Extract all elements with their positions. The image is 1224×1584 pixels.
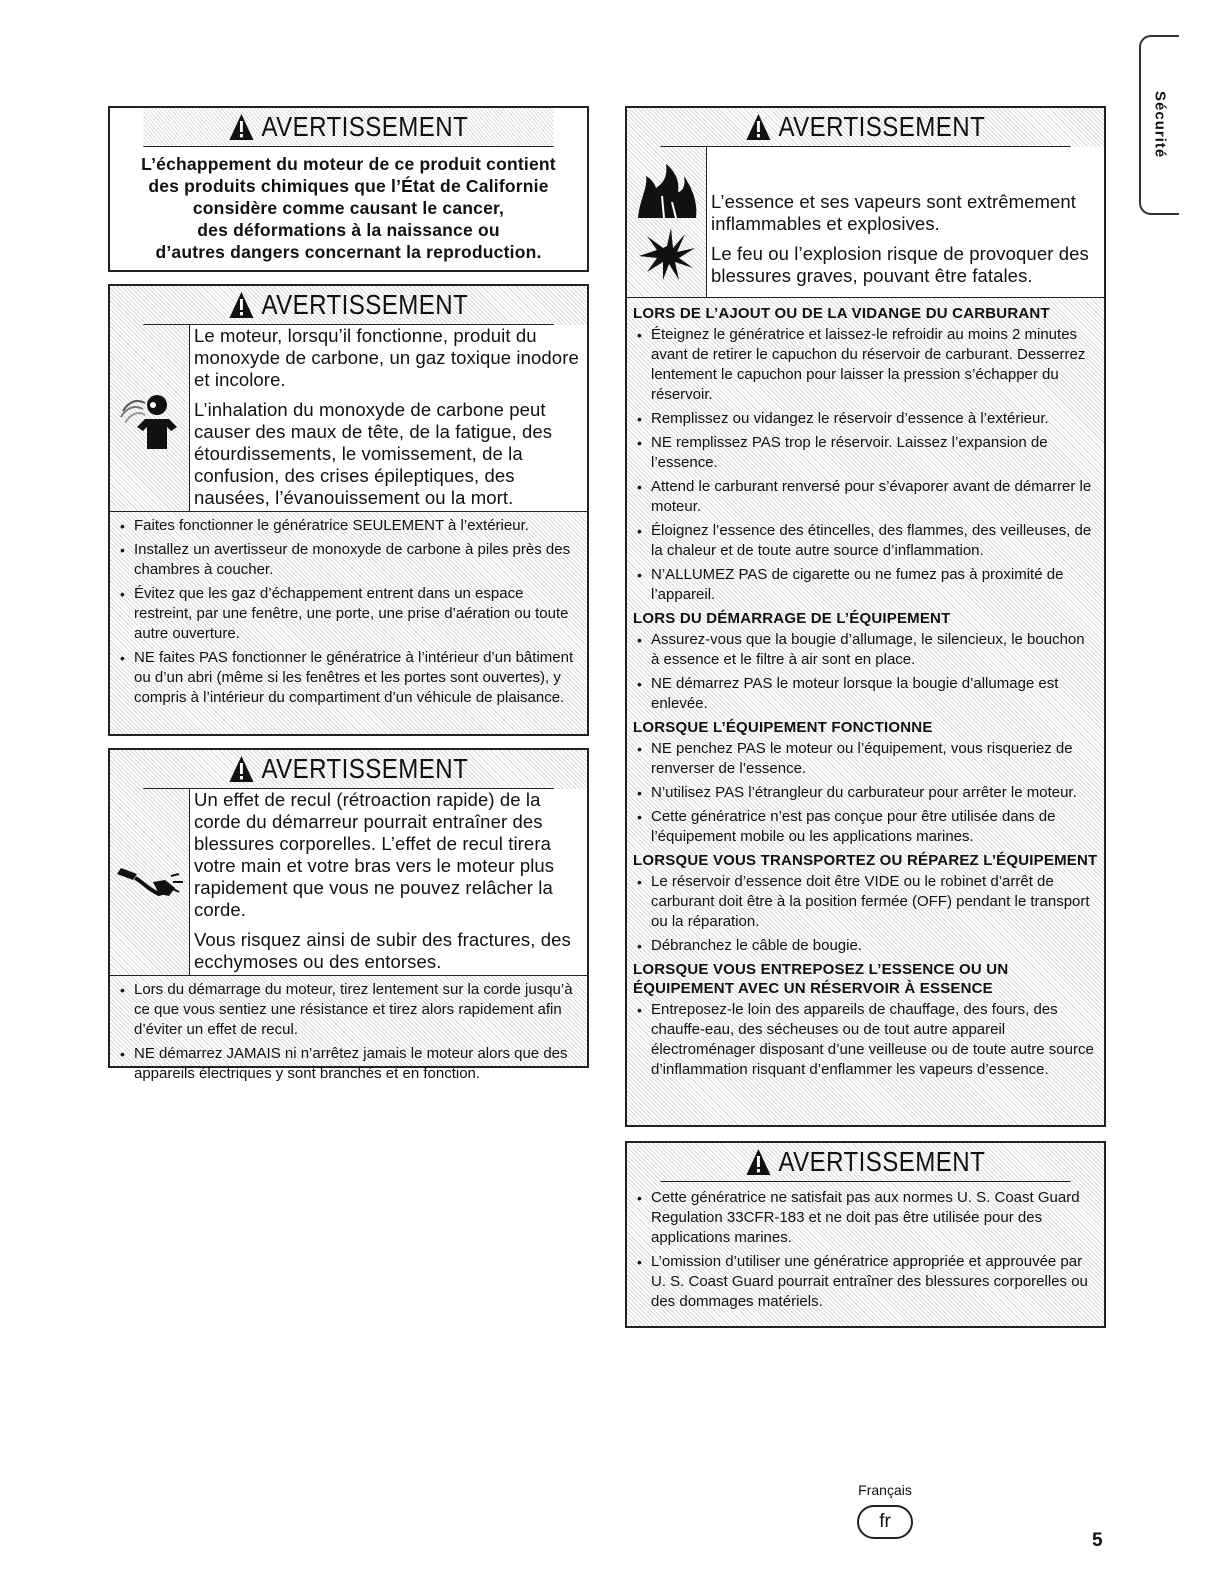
- co-icon-cell: [110, 325, 190, 511]
- language-label: Français: [858, 1482, 912, 1498]
- section-heading: LORS DE L’AJOUT OU DE LA VIDANGE DU CARBURANT: [633, 305, 1050, 322]
- fuel-paragraph: Le feu ou l’explosion risque de provoquer des blessures graves, pouvant être fatales.: [711, 243, 1089, 286]
- prop65-line: des produits chimiques que l’État de Californie: [148, 176, 549, 196]
- warning-title: AVERTISSEMENT: [261, 753, 469, 784]
- list-item: • N’utilisez PAS l’étrangleur du carburateur pour arrêter le moteur.: [635, 783, 1096, 803]
- co-description: [190, 325, 587, 511]
- section-heading: LORS DU DÉMARRAGE DE L’ÉQUIPEMENT: [633, 610, 951, 627]
- list-item: • NE penchez PAS le moteur ou l’équipement, vous risqueriez de renverser de l’essence.: [635, 739, 1096, 779]
- fuel-warning-box: [625, 106, 1106, 1127]
- fuel-icon-cell: [627, 147, 707, 297]
- warning-triangle-icon: [229, 755, 255, 783]
- warning-header: [143, 286, 553, 325]
- side-tab-label: Sécurité: [1151, 91, 1169, 159]
- section-heading: LORSQUE VOUS ENTREPOSEZ L’ESSENCE OU UN ÉQUIPEMENT AVEC UN RÉSERVOIR À ESSENCE: [633, 961, 1009, 997]
- prop65-line: considère comme causant le cancer,: [192, 198, 505, 218]
- co-paragraph: L’inhalation du monoxyde de carbone peut causer des maux de tête, de la fatigue, des étourdissements, le vomissement, de la confusion, des crises épileptiques, des nausées, l’évanouissement ou la mort.: [194, 399, 553, 508]
- prop65-line: d’autres dangers concernant la reproduction.: [155, 242, 542, 262]
- fuel-hazard-row: [627, 147, 1104, 298]
- section-heading: LORSQUE L’ÉQUIPEMENT FONCTIONNE: [633, 719, 933, 736]
- list-item: • Cette génératrice n’est pas conçue pour être utilisée dans de l’équipement mobile ou les applications marines.: [635, 807, 1096, 847]
- fuel-bullet-list: [627, 998, 1104, 1092]
- warning-triangle-icon: [229, 113, 255, 141]
- kickback-paragraph: Vous risquez ainsi de subir des fractures, des ecchymoses ou des entorses.: [194, 929, 571, 972]
- kickback-warning-box: [108, 748, 589, 1082]
- list-item: • NE démarrez JAMAIS ni n’arrêtez jamais le moteur alors que des appareils électriques y sont branchés et en fonction.: [118, 1044, 579, 1084]
- list-item: • Lors du démarrage du moteur, tirez lentement sur la corde jusqu’à ce que vous sentiez une résistance et tirez alors rapidement afin d’éviter un effet de recul.: [118, 980, 579, 1040]
- section-heading: LORSQUE VOUS TRANSPORTEZ OU RÉPAREZ L’ÉQUIPEMENT: [633, 852, 1098, 869]
- list-item: • Le réservoir d’essence doit être VIDE ou le robinet d’arrêt de carburant doit être à la position fermée (OFF) pendant le transport ou la réparation.: [635, 872, 1096, 932]
- kickback-paragraph: Un effet de recul (rétroaction rapide) de la corde du démarreur pourrait entraîner des blessures corporelles. L’effet de recul tirera votre main et votre bras vers le moteur plus rapidement que vous ne pouvez relâcher la corde.: [194, 789, 555, 920]
- list-item: • N’ALLUMEZ PAS de cigarette ou ne fumez pas à proximité de l’appareil.: [635, 565, 1096, 605]
- prop65-line: L’échappement du moteur de ce produit contient: [141, 154, 556, 174]
- co-bullet-list: [110, 512, 587, 720]
- list-item: • NE faites PAS fonctionner le génératrice à l’intérieur d’un bâtiment ou d’un abri (même si les fenêtres et les portes sont ouvertes), y compris à l’intérieur du compartiment d’un véhicule de plaisance.: [118, 648, 579, 708]
- list-item: • Entreposez-le loin des appareils de chauffage, des fours, des chauffe-eau, des sécheuses ou de tout autre appareil électroménager disposant d’une veilleuse ou de toute autre source d’inflammation risquant d’enflammer les vapeurs d’essence.: [635, 1000, 1096, 1080]
- fuel-bullet-list: [627, 323, 1104, 605]
- fuel-bullet-list: [627, 870, 1104, 956]
- prop65-warning-box: [108, 106, 589, 272]
- co-hazard-row: [110, 325, 587, 512]
- list-item: • Éloignez l’essence des étincelles, des flammes, des veilleuses, de la chaleur et de toute autre source d’inflammation.: [635, 521, 1096, 561]
- page-number: 5: [1092, 1530, 1103, 1551]
- warning-title: AVERTISSEMENT: [778, 1146, 986, 1177]
- section-side-tab: [1139, 35, 1179, 215]
- warning-triangle-icon: [746, 113, 772, 141]
- list-item: • Attend le carburant renversé pour s’évaporer avant de démarrer le moteur.: [635, 477, 1096, 517]
- list-item: • L’omission d’utiliser une génératrice appropriée et approuvée par U. S. Coast Guard pourrait entraîner des blessures corporelles ou des dommages matériels.: [635, 1252, 1096, 1312]
- warning-triangle-icon: [229, 291, 255, 319]
- warning-header: [143, 108, 553, 147]
- fuel-bullet-list: [627, 737, 1104, 847]
- carbon-monoxide-warning-box: [108, 284, 589, 736]
- marine-bullet-list: [627, 1182, 1104, 1324]
- warning-title: AVERTISSEMENT: [778, 111, 986, 142]
- prop65-text: [110, 147, 587, 271]
- warning-title: AVERTISSEMENT: [261, 111, 469, 142]
- list-item: • Cette génératrice ne satisfait pas aux normes U. S. Coast Guard Regulation 33CFR-183 et ne doit pas être utilisée pour des applications marines.: [635, 1188, 1096, 1248]
- kickback-description: [190, 789, 587, 975]
- fuel-sections: [627, 298, 1104, 1092]
- list-item: • Assurez-vous que la bougie d’allumage, le silencieux, le bouchon à essence et le filtre à air sont en place.: [635, 630, 1096, 670]
- hand-pulled-by-cord-icon: [113, 852, 187, 912]
- list-item: • Installez un avertisseur de monoxyde de carbone à piles près des chambres à coucher.: [118, 540, 579, 580]
- kickback-hazard-row: [110, 789, 587, 976]
- marine-warning-box: [625, 1141, 1106, 1328]
- list-item: • Faites fonctionner le génératrice SEULEMENT à l’extérieur.: [118, 516, 579, 536]
- warning-title: AVERTISSEMENT: [261, 289, 469, 320]
- co-paragraph: Le moteur, lorsqu’il fonctionne, produit du monoxyde de carbone, un gaz toxique inodore et incolore.: [194, 325, 579, 390]
- kickback-bullet-list: [110, 976, 587, 1096]
- list-item: • Évitez que les gaz d’échappement entrent dans un espace restreint, par une fenêtre, une porte, une prise d’aération ou toute autre ouverture.: [118, 584, 579, 644]
- fuel-bullet-list: [627, 628, 1104, 714]
- list-item: • NE démarrez PAS le moteur lorsque la bougie d’allumage est enlevée.: [635, 674, 1096, 714]
- warning-header: [143, 750, 553, 789]
- list-item: • Débranchez le câble de bougie.: [635, 936, 1096, 956]
- person-inhaling-gas-icon: [115, 383, 185, 453]
- warning-header: [660, 108, 1070, 147]
- kickback-icon-cell: [110, 789, 190, 975]
- list-item: • NE remplissez PAS trop le réservoir. Laissez l’expansion de l’essence.: [635, 433, 1096, 473]
- fire-icon: [632, 162, 702, 220]
- fuel-paragraph: L’essence et ses vapeurs sont extrêmement inflammables et explosives.: [711, 191, 1077, 234]
- fuel-description: [707, 147, 1104, 297]
- list-item: • Éteignez le génératrice et laissez-le refroidir au moins 2 minutes avant de retirer le capuchon du réservoir de carburant. Desserrez lentement le capuchon pour laisser la pression s’échapper du réservoir.: [635, 325, 1096, 405]
- list-item: • Remplissez ou vidangez le réservoir d’essence à l’extérieur.: [635, 409, 1096, 429]
- explosion-icon: [637, 226, 697, 282]
- warning-header: [660, 1143, 1070, 1182]
- language-code-badge: fr: [857, 1505, 913, 1539]
- warning-triangle-icon: [746, 1148, 772, 1176]
- prop65-line: des déformations à la naissance ou: [197, 220, 500, 240]
